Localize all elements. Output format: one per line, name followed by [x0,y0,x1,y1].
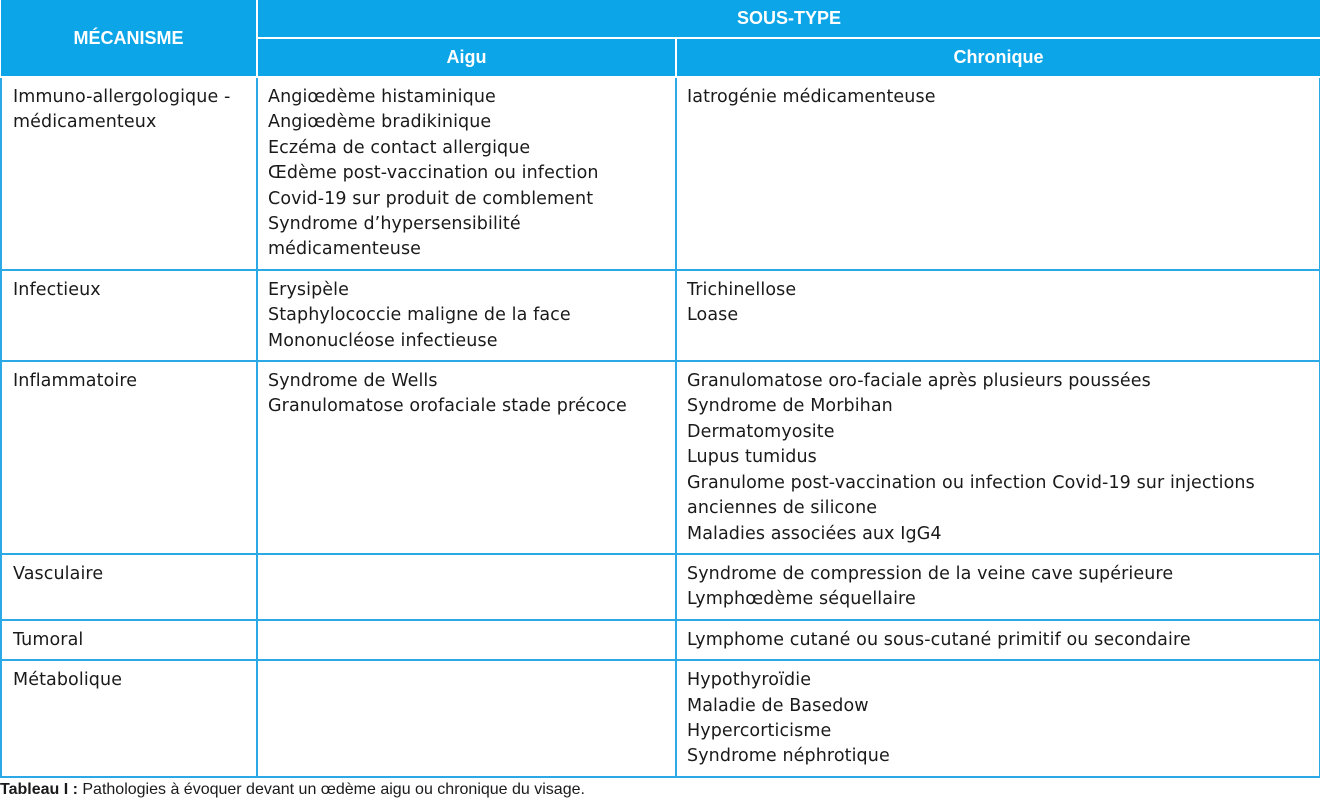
cell-line: Œdème post-vaccination ou infection [268,163,599,184]
table-header [1,0,1320,77]
cell-line: Granulomatose orofaciale stade précoce [268,396,627,417]
cell-chronic [676,620,1320,660]
cell-mechanism [1,554,257,620]
cell-line: Erysipèle [268,279,349,300]
cell-chronic [676,660,1320,777]
header-subtype: SOUS-TYPE [257,0,1320,38]
cell-line: Staphylococcie maligne de la face [268,305,571,326]
cell-mechanism [1,270,257,361]
table-row [1,77,1320,270]
header-chronic: Chronique [676,38,1320,77]
cell-chronic [676,554,1320,620]
cell-acute [257,361,676,554]
cell-mechanism [1,77,257,270]
cell-acute [257,554,676,620]
cell-line: Syndrome de compression de la veine cave supérieure [687,563,1174,584]
caption-label: Tableau I : [0,781,78,798]
table-row [1,554,1320,620]
cell-line: Angiœdème histaminique [268,87,496,107]
cell-chronic [676,77,1320,270]
table-row [1,361,1320,554]
caption-text: Pathologies à évoquer devant un œdème aigu ou chronique du visage. [77,781,585,798]
cell-line: Maladie de Basedow [687,695,869,716]
cell-line: Tumoral [13,629,84,650]
cell-line: Lymphome cutané ou sous-cutané primitif ou secondaire [687,629,1191,650]
cell-acute [257,660,676,777]
cell-line: Lymphœdème séquellaire [687,589,916,610]
cell-line: Mononucléose infectieuse [268,330,498,351]
cell-line: Granulome post-vaccination ou infection Covid-19 sur injections [687,472,1255,493]
cell-line: Syndrome d’hypersensibilité [268,214,521,235]
cell-line: Lupus tumidus [687,447,817,468]
cell-line: Covid-19 sur produit de comblement [268,188,594,209]
cell-line: Syndrome de Morbihan [687,396,893,417]
table-row [1,270,1320,361]
cell-chronic [676,361,1320,554]
header-acute: Aigu [257,38,676,77]
cell-line: Infectieux [13,279,101,300]
cell-line: Hypercorticisme [687,720,832,741]
cell-line: Angiœdème bradikinique [268,112,492,133]
cell-line: Immuno-allergologique - [13,87,231,107]
cell-chronic [676,270,1320,361]
cell-line: Eczéma de contact allergique [268,137,531,158]
table-caption [0,781,585,799]
cell-line: Syndrome de Wells [268,371,438,392]
cell-line: Métabolique [13,670,123,691]
table-row [1,620,1320,660]
cell-acute [257,620,676,660]
cell-line: anciennes de silicone [687,498,878,519]
table-body [1,77,1320,777]
cell-mechanism [1,620,257,660]
cell-line: Granulomatose oro-faciale après plusieurs poussées [687,371,1151,392]
cell-line: Trichinellose [687,279,797,300]
cell-line: médicamenteuse [268,239,422,260]
cell-line: Inflammatoire [13,371,138,392]
cell-mechanism [1,361,257,554]
header-mechanism: MÉCANISME [1,0,257,77]
cell-acute [257,270,676,361]
table-row [1,660,1320,777]
cell-line: Syndrome néphrotique [687,746,890,767]
cell-line: médicamenteux [13,112,157,133]
cell-acute [257,77,676,270]
cell-mechanism [1,660,257,777]
cell-line: Iatrogénie médicamenteuse [687,87,936,107]
cell-line: Loase [687,305,739,326]
cell-line: Hypothyroïdie [687,670,812,691]
cell-line: Dermatomyosite [687,421,835,442]
cell-line: Vasculaire [13,563,104,584]
cell-line: Maladies associées aux IgG4 [687,523,942,544]
